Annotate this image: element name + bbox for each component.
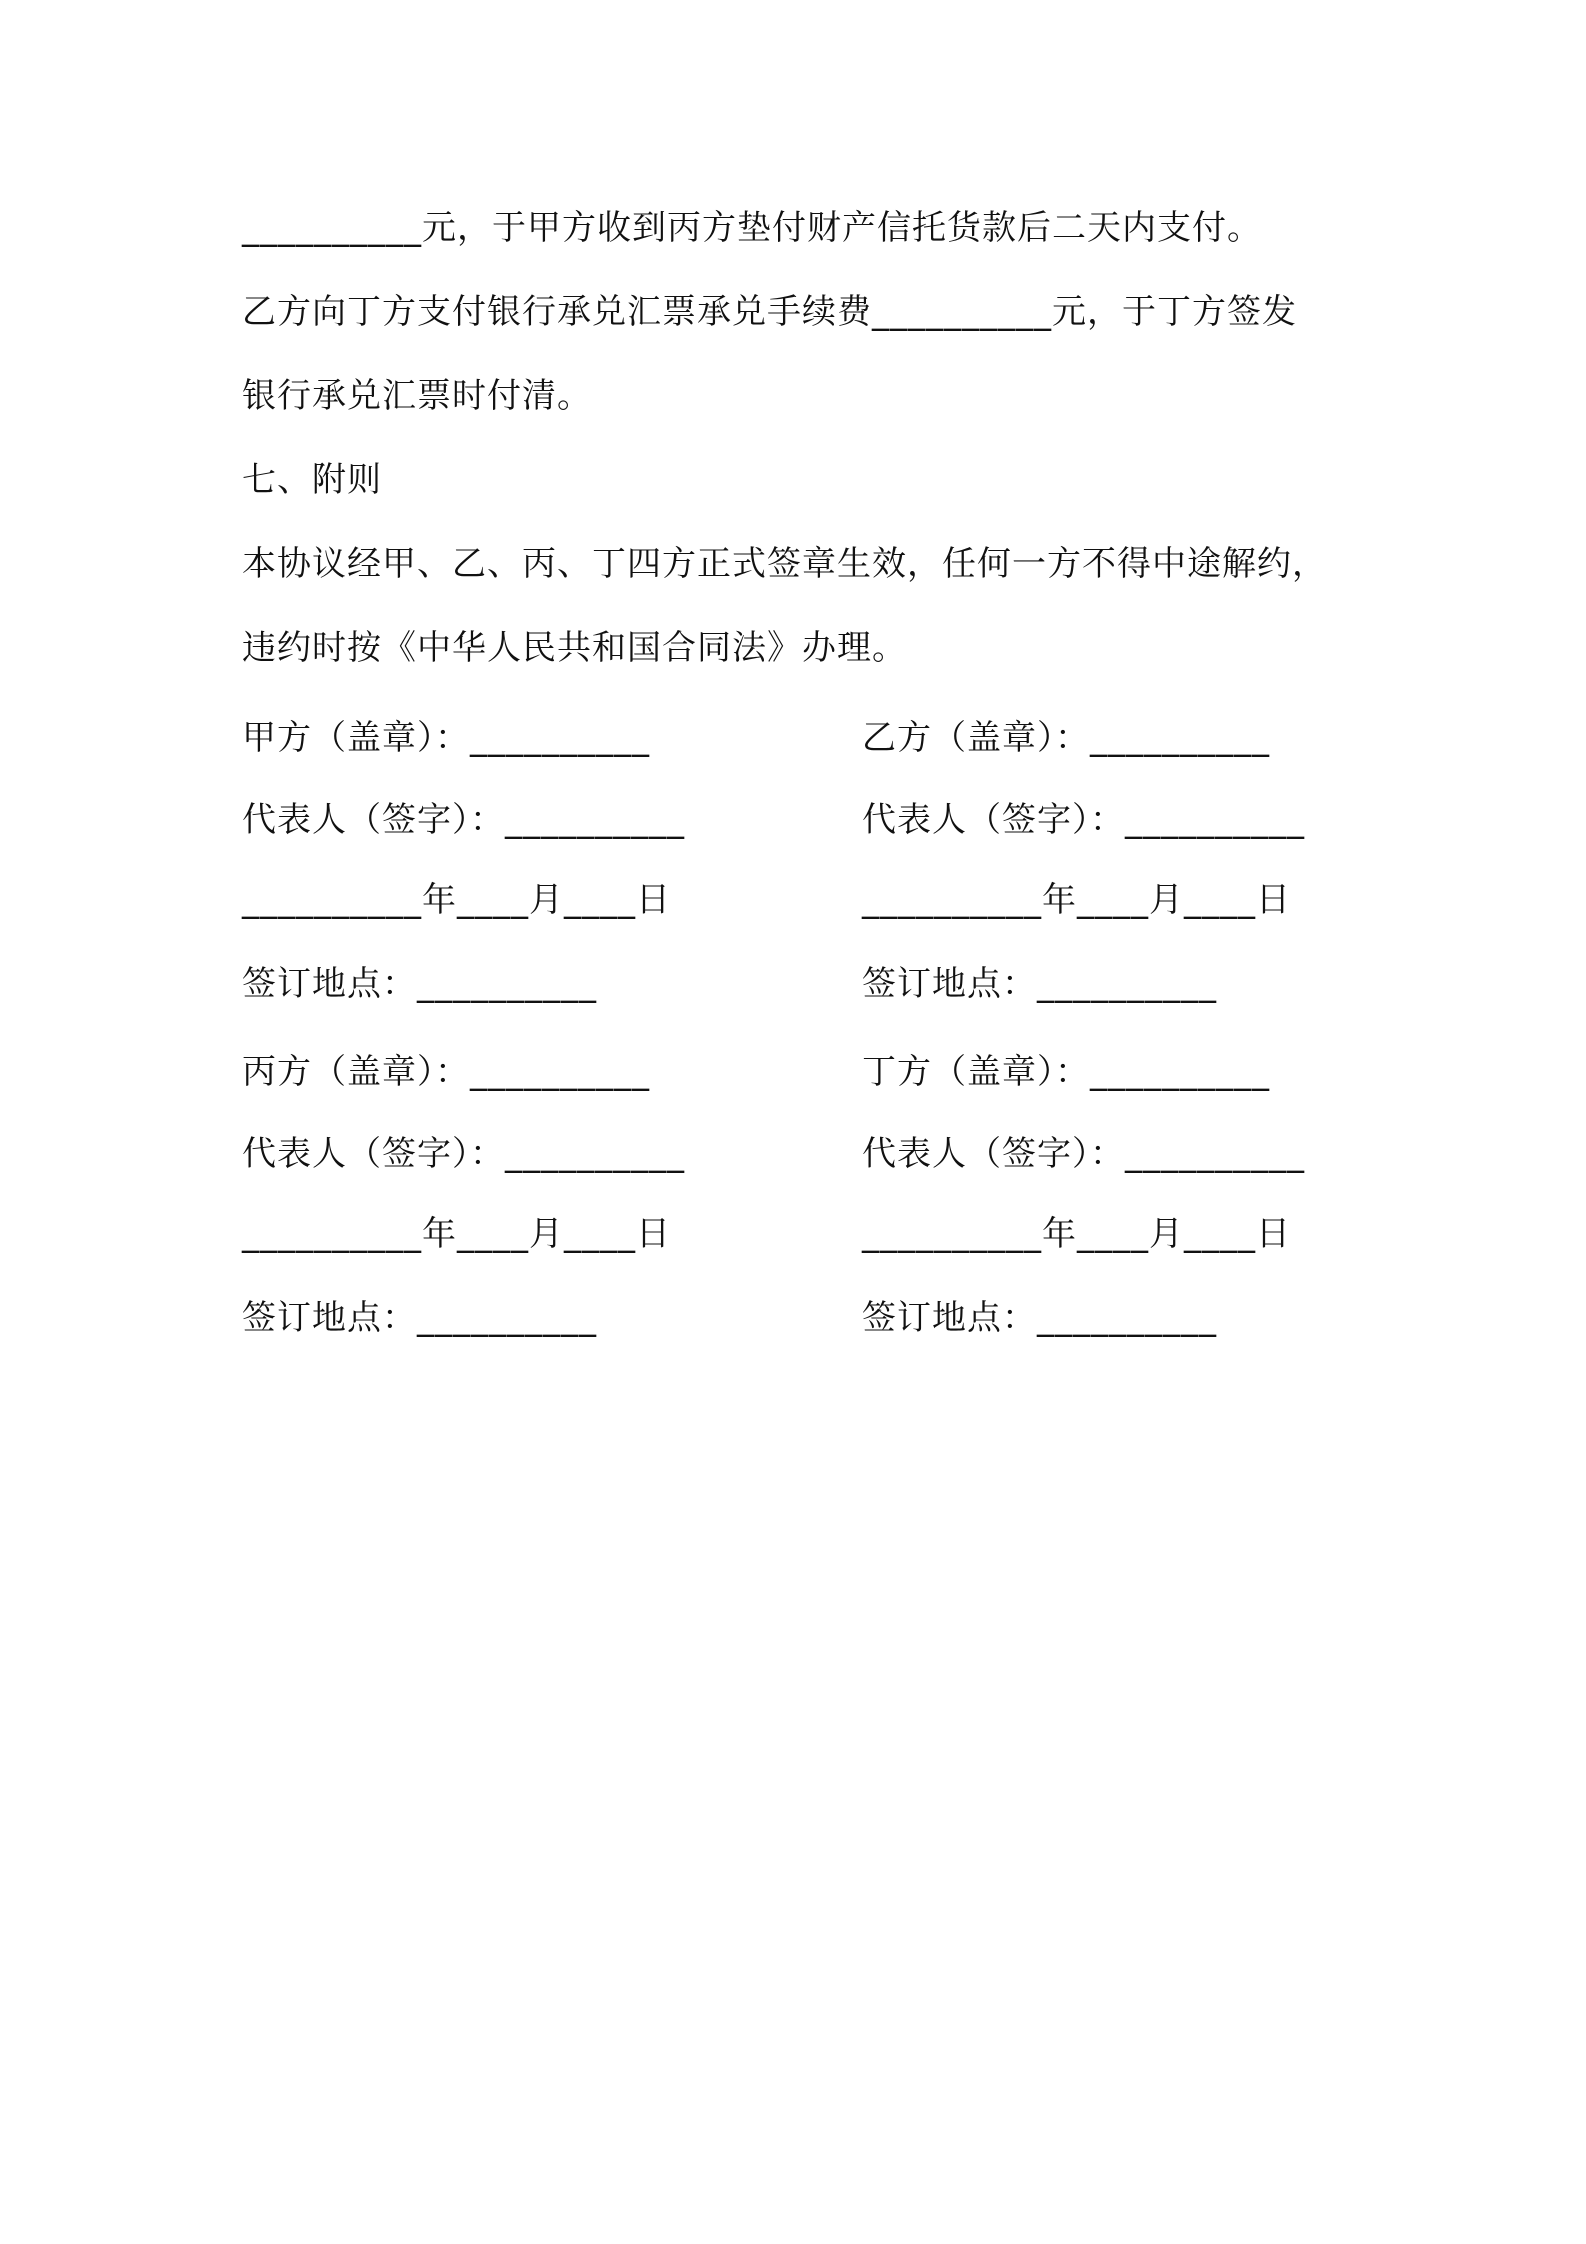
party-c-date: __________年____月____日 <box>242 1214 671 1254</box>
party-a-place: 签订地点：__________ <box>242 964 597 1004</box>
body-line-6: 违约时按《中华人民共和国合同法》办理。 <box>242 628 907 668</box>
body-line-5: 本协议经甲、乙、丙、丁四方正式签章生效，任何一方不得中途解约， <box>242 544 1327 584</box>
body-line-2: 乙方向丁方支付银行承兑汇票承兑手续费__________元，于丁方签发 <box>242 292 1297 332</box>
party-a-representative: 代表人（签字）：__________ <box>242 800 685 840</box>
party-d-representative: 代表人（签字）：__________ <box>862 1134 1305 1174</box>
party-c-place: 签订地点：__________ <box>242 1298 597 1338</box>
party-b-place: 签订地点：__________ <box>862 964 1217 1004</box>
party-b-representative: 代表人（签字）：__________ <box>862 800 1305 840</box>
section-heading-appendix: 七、附则 <box>242 460 382 500</box>
party-b-date: __________年____月____日 <box>862 880 1291 920</box>
party-d-date: __________年____月____日 <box>862 1214 1291 1254</box>
party-d-seal: 丁方（盖章）：__________ <box>862 1052 1270 1092</box>
party-c-seal: 丙方（盖章）：__________ <box>242 1052 650 1092</box>
party-b-seal: 乙方（盖章）：__________ <box>862 718 1270 758</box>
party-a-seal: 甲方（盖章）：__________ <box>242 718 650 758</box>
party-c-representative: 代表人（签字）：__________ <box>242 1134 685 1174</box>
party-a-date: __________年____月____日 <box>242 880 671 920</box>
body-line-3: 银行承兑汇票时付清。 <box>242 376 592 416</box>
body-line-1: __________元，于甲方收到丙方垫付财产信托货款后二天内支付。 <box>242 208 1262 248</box>
party-d-place: 签订地点：__________ <box>862 1298 1217 1338</box>
